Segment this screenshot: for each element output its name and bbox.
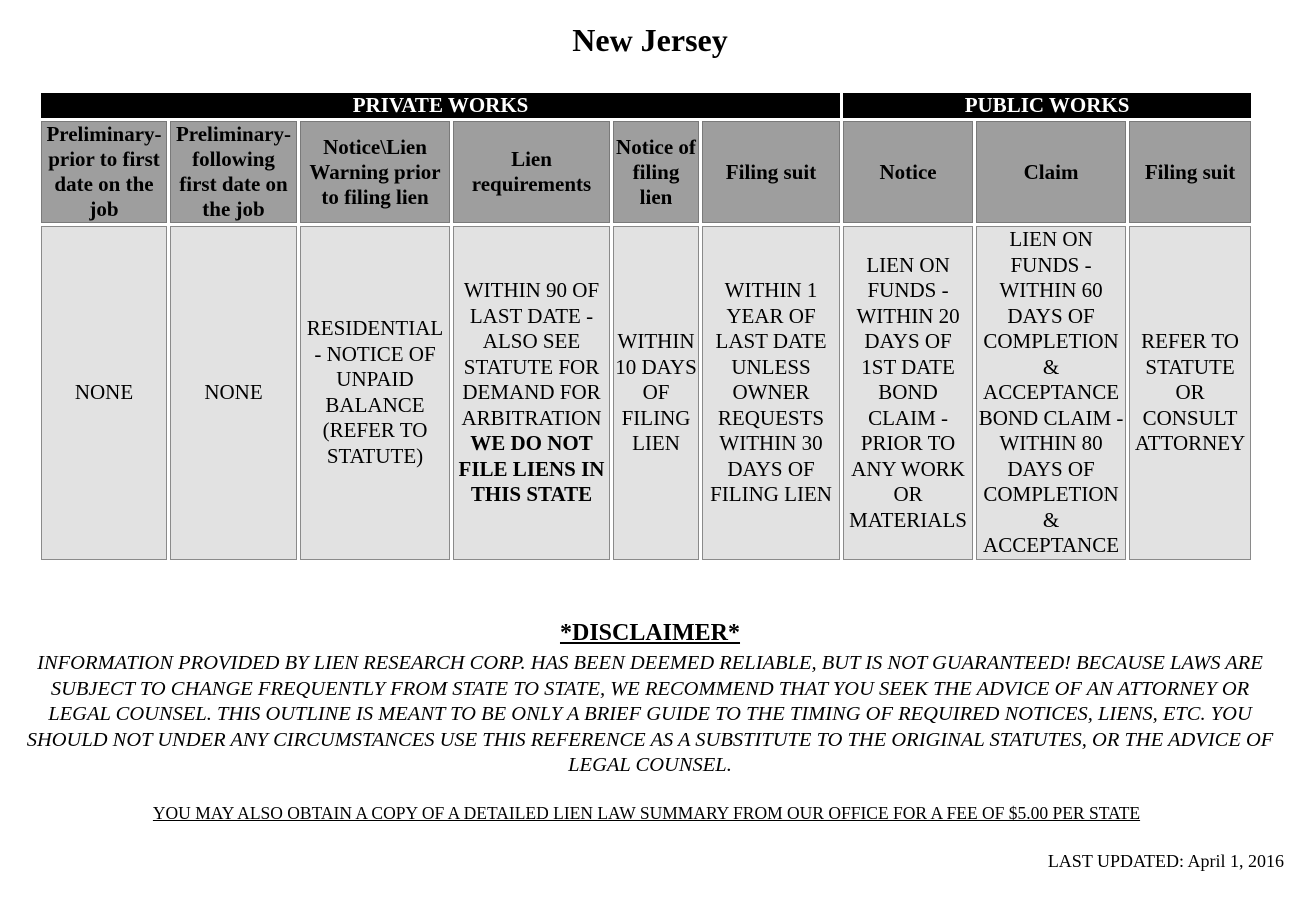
lien-summary-note: YOU MAY ALSO OBTAIN A COPY OF A DETAILED LIEN LAW SUMMARY FROM OUR OFFICE FOR A FEE OF $5.00 PER STATE	[152, 803, 1141, 823]
cell-preliminary-following: NONE	[170, 226, 297, 560]
column-header-public-claim: Claim	[976, 121, 1126, 223]
column-header-private-filing-suit: Filing suit	[702, 121, 840, 223]
column-header-notice-lien-warning: Notice\Lien Warning prior to filing lien	[300, 121, 450, 223]
no-liens-filed-note: WE DO NOT FILE LIENS IN THIS STATE	[458, 431, 605, 506]
cell-public-filing-suit: REFER TO STATUTE OR CONSULT ATTORNEY	[1129, 226, 1251, 560]
cell-public-claim: LIEN ON FUNDS - WITHIN 60 DAYS OF COMPLETION & ACCEPTANCE BOND CLAIM - WITHIN 80 DAYS OF COMPLETION & ACCEPTANCE	[976, 226, 1126, 560]
cell-private-filing-suit: WITHIN 1 YEAR OF LAST DATE UNLESS OWNER REQUESTS WITHIN 30 DAYS OF FILING LIEN	[702, 226, 840, 560]
column-header-notice-of-filing-lien: Notice of filing lien	[613, 121, 699, 223]
column-header-public-notice: Notice	[843, 121, 973, 223]
cell-lien-requirements	[453, 226, 610, 560]
disclaimer-heading: *DISCLAIMER*	[559, 620, 741, 646]
column-header-lien-requirements: Lien requirements	[453, 121, 610, 223]
cell-public-notice: LIEN ON FUNDS - WITHIN 20 DAYS OF 1ST DATE BOND CLAIM - PRIOR TO ANY WORK OR MATERIALS	[843, 226, 973, 560]
page-title: New Jersey	[572, 22, 728, 58]
cell-notice-lien-warning: RESIDENTIAL - NOTICE OF UNPAID BALANCE (REFER TO STATUTE)	[300, 226, 450, 560]
lien-law-table	[38, 90, 1254, 563]
column-header-preliminary-prior: Preliminary-prior to first date on the job	[41, 121, 167, 223]
disclaimer-text: INFORMATION PROVIDED BY LIEN RESEARCH CORP. HAS BEEN DEEMED RELIABLE, BUT IS NOT GUARANTEED! BECAUSE LAWS ARE SUBJECT TO CHANGE FREQUENTLY FROM STATE TO STATE, WE RECOMMEND THAT YOU SEEK THE ADVICE OF AN ATTORNEY OR LEGAL COUNSEL. THIS OUTLINE IS MEANT TO BE ONLY A BRIEF GUIDE TO THE TIMING OF REQUIRED NOTICES, LIENS, ETC. YOU SHOULD NOT UNDER ANY CIRCUMSTANCES USE THIS REFERENCE AS A SUBSTITUTE TO THE ORIGINAL STATUTES, OR THE ADVICE OF LEGAL COUNSEL.	[26, 652, 1274, 776]
lien-requirements-text: WITHIN 90 OF LAST DATE - ALSO SEE STATUTE FOR DEMAND FOR ARBITRATION	[461, 278, 602, 430]
cell-notice-of-filing-lien: WITHIN 10 DAYS OF FILING LIEN	[613, 226, 699, 560]
private-works-header: PRIVATE WORKS	[41, 93, 840, 118]
column-header-preliminary-following: Preliminary-following first date on the job	[170, 121, 297, 223]
last-updated: LAST UPDATED: April 1, 2016	[1047, 851, 1284, 871]
cell-preliminary-prior: NONE	[41, 226, 167, 560]
column-header-public-filing-suit: Filing suit	[1129, 121, 1251, 223]
public-works-header: PUBLIC WORKS	[843, 93, 1251, 118]
